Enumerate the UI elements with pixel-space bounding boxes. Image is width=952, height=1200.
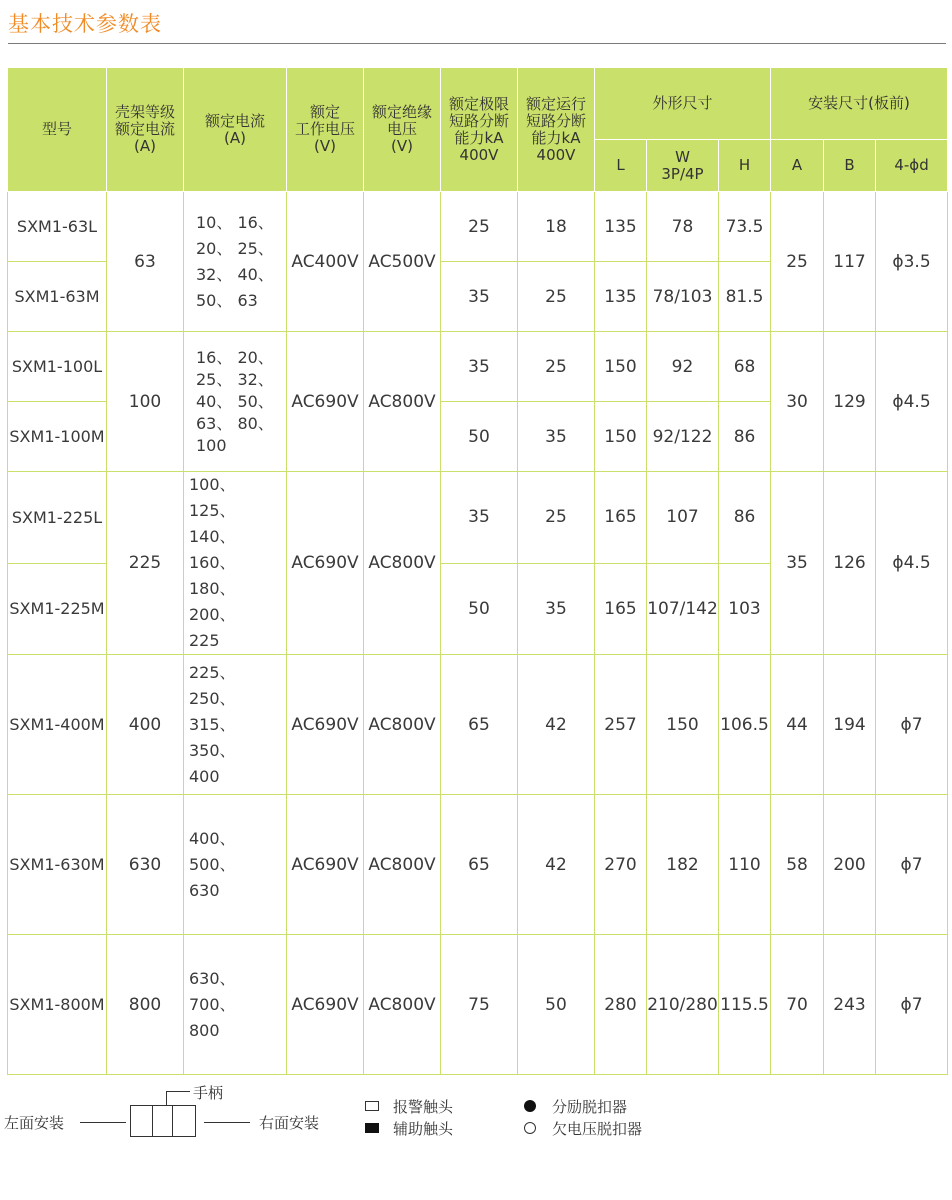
working-voltage-cell: AC690V bbox=[287, 472, 364, 655]
legend-right-mount-label: 右面安装 bbox=[259, 1114, 320, 1132]
header-model: 型号 bbox=[8, 68, 107, 192]
header-H: H bbox=[719, 140, 771, 192]
L-cell: 257 bbox=[595, 655, 647, 795]
H-cell: 106.5 bbox=[719, 655, 771, 795]
W-cell: 78/103 bbox=[647, 262, 719, 332]
icu-cell: 35 bbox=[441, 332, 518, 402]
insulation-voltage-cell: AC800V bbox=[364, 332, 441, 472]
L-cell: 135 bbox=[595, 262, 647, 332]
insulation-voltage-cell: AC500V bbox=[364, 192, 441, 332]
breaker-outline-icon bbox=[130, 1105, 196, 1137]
rated-current-list: 630、 700、 800 bbox=[184, 935, 287, 1075]
shunt-release-icon bbox=[524, 1100, 536, 1112]
B-cell: 243 bbox=[824, 935, 876, 1075]
header-B: B bbox=[824, 140, 876, 192]
left-mount-line bbox=[80, 1122, 126, 1123]
L-cell: 165 bbox=[595, 472, 647, 564]
insulation-voltage-cell: AC800V bbox=[364, 472, 441, 655]
right-mount-line bbox=[204, 1122, 250, 1123]
H-cell: 110 bbox=[719, 795, 771, 935]
model-cell: SXM1-225M bbox=[8, 563, 107, 655]
H-cell: 73.5 bbox=[719, 192, 771, 262]
page-title: 基本技术参数表 bbox=[8, 12, 162, 36]
model-cell: SXM1-100L bbox=[8, 332, 107, 402]
breaker-divider-1 bbox=[152, 1105, 153, 1137]
hole-cell: ϕ4.5 bbox=[876, 472, 948, 655]
legend-shunt-release: 分励脱扣器 bbox=[552, 1098, 628, 1116]
working-voltage-cell: AC400V bbox=[287, 192, 364, 332]
rated-current-list: 16、 20、 25、 32、 40、 50、 63、 80、 100 bbox=[184, 332, 287, 472]
header-ultimate-breaking: 额定极限 短路分断 能力kA 400V bbox=[441, 68, 518, 192]
rated-current-list: 100、 125、 140、 160、 180、 200、 225 bbox=[184, 472, 287, 655]
W-cell: 107 bbox=[647, 472, 719, 564]
B-cell: 129 bbox=[824, 332, 876, 472]
working-voltage-cell: AC690V bbox=[287, 795, 364, 935]
ics-cell: 25 bbox=[518, 472, 595, 564]
frame-current-cell: 800 bbox=[107, 935, 184, 1075]
A-cell: 25 bbox=[771, 192, 824, 332]
table-row bbox=[8, 935, 948, 1075]
header-A: A bbox=[771, 140, 824, 192]
ics-cell: 25 bbox=[518, 262, 595, 332]
frame-current-cell: 400 bbox=[107, 655, 184, 795]
working-voltage-cell: AC690V bbox=[287, 655, 364, 795]
frame-current-cell: 100 bbox=[107, 332, 184, 472]
spec-table bbox=[7, 67, 948, 1075]
icu-cell: 50 bbox=[441, 402, 518, 472]
A-cell: 58 bbox=[771, 795, 824, 935]
A-cell: 30 bbox=[771, 332, 824, 472]
hole-cell: ϕ3.5 bbox=[876, 192, 948, 332]
ics-cell: 42 bbox=[518, 795, 595, 935]
W-cell: 92/122 bbox=[647, 402, 719, 472]
L-cell: 270 bbox=[595, 795, 647, 935]
A-cell: 44 bbox=[771, 655, 824, 795]
W-cell: 182 bbox=[647, 795, 719, 935]
hole-cell: ϕ7 bbox=[876, 655, 948, 795]
B-cell: 117 bbox=[824, 192, 876, 332]
icu-cell: 65 bbox=[441, 795, 518, 935]
header-insulation-voltage: 额定绝缘 电压 (V) bbox=[364, 68, 441, 192]
table-row bbox=[8, 655, 948, 795]
legend bbox=[0, 1080, 952, 1160]
insulation-voltage-cell: AC800V bbox=[364, 935, 441, 1075]
insulation-voltage-cell: AC800V bbox=[364, 795, 441, 935]
model-cell: SXM1-63M bbox=[8, 262, 107, 332]
ics-cell: 35 bbox=[518, 563, 595, 655]
L-cell: 150 bbox=[595, 402, 647, 472]
table-row bbox=[8, 192, 948, 262]
handle-leader-line bbox=[166, 1091, 190, 1092]
hole-cell: ϕ7 bbox=[876, 935, 948, 1075]
W-cell: 107/142 bbox=[647, 563, 719, 655]
L-cell: 150 bbox=[595, 332, 647, 402]
aux-contact-icon bbox=[365, 1123, 379, 1133]
icu-cell: 35 bbox=[441, 262, 518, 332]
header-outline-dimensions: 外形尺寸 bbox=[595, 68, 771, 140]
legend-undervoltage-release: 欠电压脱扣器 bbox=[552, 1120, 643, 1138]
icu-cell: 75 bbox=[441, 935, 518, 1075]
model-cell: SXM1-63L bbox=[8, 192, 107, 262]
L-cell: 165 bbox=[595, 563, 647, 655]
W-cell: 150 bbox=[647, 655, 719, 795]
alarm-contact-icon bbox=[365, 1101, 379, 1111]
rated-current-list: 225、 250、 315、 350、 400 bbox=[184, 655, 287, 795]
ics-cell: 18 bbox=[518, 192, 595, 262]
H-cell: 81.5 bbox=[719, 262, 771, 332]
table-row bbox=[8, 795, 948, 935]
ics-cell: 42 bbox=[518, 655, 595, 795]
header-hole: 4-ϕd bbox=[876, 140, 948, 192]
ics-cell: 35 bbox=[518, 402, 595, 472]
hole-cell: ϕ7 bbox=[876, 795, 948, 935]
hole-cell: ϕ4.5 bbox=[876, 332, 948, 472]
B-cell: 126 bbox=[824, 472, 876, 655]
legend-aux-contact: 辅助触头 bbox=[393, 1120, 454, 1138]
insulation-voltage-cell: AC800V bbox=[364, 655, 441, 795]
L-cell: 280 bbox=[595, 935, 647, 1075]
rated-current-list: 400、 500、 630 bbox=[184, 795, 287, 935]
H-cell: 86 bbox=[719, 472, 771, 564]
header-mounting-dimensions: 安装尺寸(板前) bbox=[771, 68, 948, 140]
header-L: L bbox=[595, 140, 647, 192]
icu-cell: 35 bbox=[441, 472, 518, 564]
model-cell: SXM1-630M bbox=[8, 795, 107, 935]
W-cell: 210/280 bbox=[647, 935, 719, 1075]
title-divider bbox=[8, 43, 946, 44]
W-cell: 92 bbox=[647, 332, 719, 402]
B-cell: 194 bbox=[824, 655, 876, 795]
ics-cell: 25 bbox=[518, 332, 595, 402]
table-row bbox=[8, 332, 948, 402]
legend-left-mount-label: 左面安装 bbox=[4, 1114, 65, 1132]
header-frame-current: 壳架等级 额定电流 (A) bbox=[107, 68, 184, 192]
icu-cell: 65 bbox=[441, 655, 518, 795]
A-cell: 70 bbox=[771, 935, 824, 1075]
H-cell: 86 bbox=[719, 402, 771, 472]
header-service-breaking: 额定运行 短路分断 能力kA 400V bbox=[518, 68, 595, 192]
frame-current-cell: 225 bbox=[107, 472, 184, 655]
B-cell: 200 bbox=[824, 795, 876, 935]
rated-current-list: 10、 16、 20、 25、 32、 40、 50、 63 bbox=[184, 192, 287, 332]
icu-cell: 25 bbox=[441, 192, 518, 262]
model-cell: SXM1-800M bbox=[8, 935, 107, 1075]
breaker-divider-2 bbox=[172, 1105, 173, 1137]
H-cell: 103 bbox=[719, 563, 771, 655]
ics-cell: 50 bbox=[518, 935, 595, 1075]
header-rated-current: 额定电流 (A) bbox=[184, 68, 287, 192]
model-cell: SXM1-225L bbox=[8, 472, 107, 564]
header-W: W 3P/4P bbox=[647, 140, 719, 192]
W-cell: 78 bbox=[647, 192, 719, 262]
frame-current-cell: 63 bbox=[107, 192, 184, 332]
H-cell: 115.5 bbox=[719, 935, 771, 1075]
legend-alarm-contact: 报警触头 bbox=[393, 1098, 454, 1116]
A-cell: 35 bbox=[771, 472, 824, 655]
header-working-voltage: 额定 工作电压 (V) bbox=[287, 68, 364, 192]
handle-leader-vertical bbox=[166, 1091, 167, 1105]
icu-cell: 50 bbox=[441, 563, 518, 655]
undervoltage-release-icon bbox=[524, 1122, 536, 1134]
model-cell: SXM1-100M bbox=[8, 402, 107, 472]
H-cell: 68 bbox=[719, 332, 771, 402]
table-row bbox=[8, 472, 948, 564]
L-cell: 135 bbox=[595, 192, 647, 262]
frame-current-cell: 630 bbox=[107, 795, 184, 935]
legend-handle-label: 手柄 bbox=[193, 1084, 224, 1102]
model-cell: SXM1-400M bbox=[8, 655, 107, 795]
working-voltage-cell: AC690V bbox=[287, 935, 364, 1075]
working-voltage-cell: AC690V bbox=[287, 332, 364, 472]
